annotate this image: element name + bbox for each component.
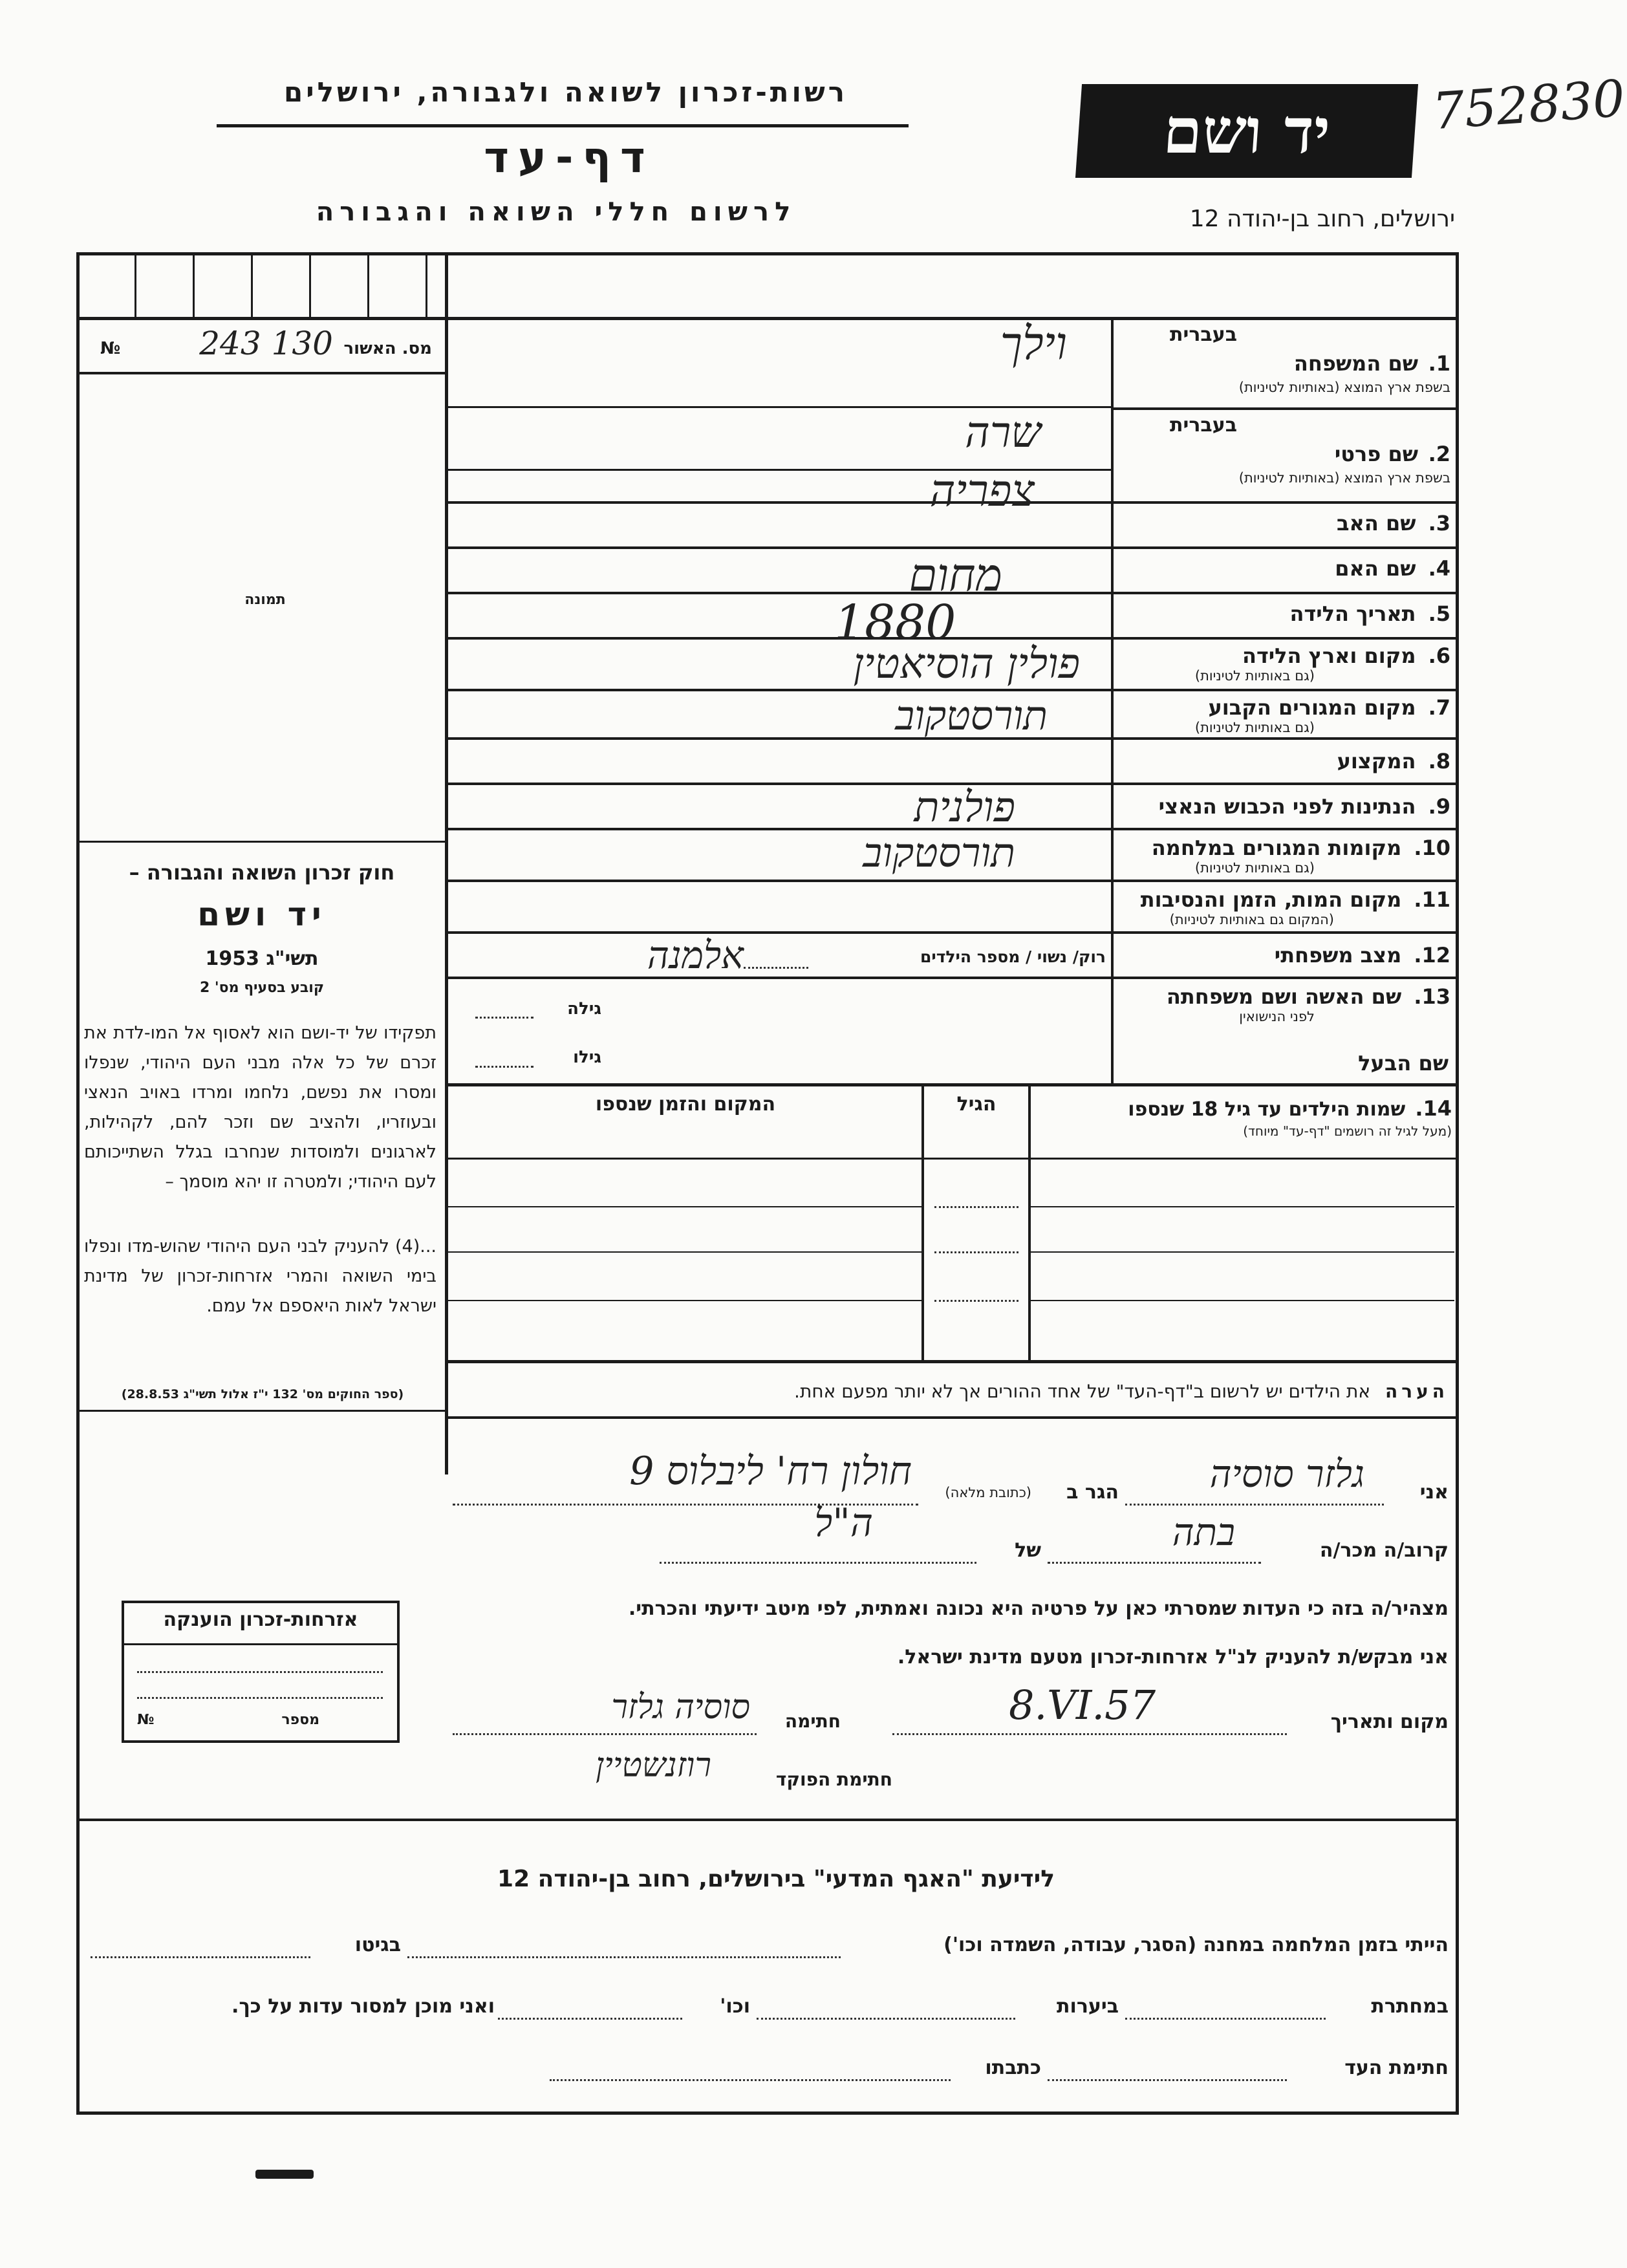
- field-father: [1117, 511, 1450, 535]
- note: [453, 1381, 1449, 1402]
- place-date-value: 8.VI.57: [1009, 1681, 1156, 1729]
- field-label: שם האב: [1337, 511, 1416, 535]
- of-dotted: [660, 1562, 976, 1564]
- address-value: חולון רח' ליבלוס 9: [629, 1449, 912, 1494]
- footer-underground-dotted: [1125, 2018, 1326, 2020]
- authority-title: רשות-זכרון לשואה ולגבורה, ירושלים: [283, 76, 848, 108]
- field-marital-status: [1117, 943, 1450, 967]
- field-number: 4.: [1428, 556, 1450, 581]
- field-sub: (המקום גם באותיות לטיניות): [1169, 912, 1334, 927]
- children-row-line: [1031, 1251, 1454, 1253]
- number-prefix: №: [137, 1712, 155, 1728]
- law-text-1: תפקידו של יד-ושם הוא לאסוף אל המו-לדת את זכרם של כל אלה מבני העם היהודי, שנפלו ומסרו את נפשם, נלחמו ומרדו באויב הנאצי ובעוזריו, ולהציב שם וזכר להם, לקהילות, לארגונים ולמוסדות שנחרבו בגלל השתייכותם לעם היהודי; ולמטרה זו יהא מוסמך –: [84, 1023, 436, 1192]
- children-age-header: הגיל: [956, 1093, 997, 1116]
- field-label: מקומות המגורים במלחמה: [1151, 836, 1402, 860]
- war-residence-value: תורסטקוב: [863, 829, 1015, 876]
- relative-label: קרוב/ה מכר/ה: [1319, 1539, 1449, 1562]
- note-label: הערה: [1385, 1381, 1449, 1402]
- handwritten-reference: 752830: [1430, 69, 1627, 142]
- field-birth-date: [1117, 601, 1450, 626]
- field-number: 1.: [1428, 351, 1450, 376]
- footer-witness-sign-dotted: [1048, 2079, 1287, 2081]
- row-line: [1111, 407, 1459, 410]
- first-name-value: שרה: [965, 407, 1041, 457]
- strip-divider: [309, 252, 311, 317]
- footer-forest-dotted: [757, 2018, 1015, 2020]
- approval-label: מס. האשור: [343, 339, 432, 358]
- children-table-bottom: [446, 1360, 1459, 1363]
- name-dotted: [1125, 1504, 1384, 1506]
- birth-place-value: פולין הוסיאטין: [853, 640, 1080, 688]
- address: ירושלים, רחוב בן-יהודה 12: [1189, 206, 1455, 232]
- field-sub: בשפת ארץ המוצא (באותיות לטיניות): [1238, 470, 1450, 486]
- children-col-border: [1028, 1083, 1031, 1361]
- footer-line2-a: במחתרת: [1371, 1995, 1449, 2018]
- of-label: של: [1015, 1539, 1041, 1562]
- footer-address-dotted: [550, 2079, 951, 2081]
- field-sub: (מעל לגיל זה רושמים "דף-עד" מיוחד): [1243, 1123, 1452, 1139]
- field-number: 3.: [1428, 511, 1450, 535]
- logo-text: יד ושם: [1161, 94, 1333, 167]
- field-sub: בשפת ארץ המוצא (באותיות לטיניות): [1238, 380, 1450, 395]
- citizenship-title: אזרחות-זכרון הוענקה: [163, 1608, 358, 1631]
- field-number: 8.: [1428, 749, 1450, 773]
- frame-bottom: [76, 2111, 1459, 2115]
- declaration-bottom: [79, 1819, 1459, 1821]
- field-label: המקצוע: [1337, 749, 1416, 773]
- field-number: 10.: [1414, 836, 1450, 860]
- place-date-dotted: [892, 1733, 1287, 1735]
- frame-top: [76, 252, 1459, 255]
- field-label: מצב משפחתי: [1274, 943, 1402, 967]
- field-nationality: [1117, 794, 1450, 819]
- no-label: №: [100, 339, 121, 358]
- signature-label: חתימה: [784, 1711, 841, 1732]
- footer-line2-c: וכו': [720, 1995, 750, 2018]
- surname-value: וילך: [1000, 317, 1067, 370]
- frame-left: [76, 252, 80, 2115]
- field-label: תאריך הלידה: [1289, 601, 1416, 626]
- row-line: [446, 689, 1459, 691]
- father-value: צפריה: [929, 466, 1035, 517]
- resident-label: הגר ב: [1066, 1481, 1119, 1504]
- field-label: שמות הילדים עד גיל 18 שנספו: [1128, 1098, 1406, 1121]
- field-number: 14.: [1415, 1096, 1452, 1121]
- strip-divider: [367, 252, 369, 317]
- field-label: שם פרטי: [1334, 442, 1418, 466]
- age-her-label: גילה: [567, 999, 601, 1019]
- children-row-line: [1031, 1206, 1454, 1207]
- field-label: שם המשפחה: [1293, 351, 1418, 376]
- row-line: [446, 1083, 1459, 1086]
- law-clause: קובע בסעיף מס' 2: [199, 980, 325, 996]
- hebrew-tag: בעברית: [1170, 414, 1237, 437]
- row-line: [446, 880, 1459, 882]
- footer-line2-d: ואני מוכן למסור עדות על כך.: [232, 1995, 495, 2018]
- children-header-line: [446, 1158, 1459, 1160]
- field-first-name: [1117, 411, 1450, 501]
- relation-dotted: [1048, 1562, 1261, 1564]
- citizenship-box: [122, 1601, 400, 1743]
- children-col-border: [921, 1083, 924, 1361]
- field-residence: [1117, 695, 1450, 735]
- frame-right: [1456, 252, 1459, 2115]
- citizenship-dotted-line: [137, 1671, 383, 1673]
- age-her-dotted: [475, 1017, 533, 1019]
- approval-line: [79, 372, 446, 374]
- marital-value: אלמנה: [647, 933, 744, 977]
- field-label: מקום המות, הזמן והנסיבות: [1140, 887, 1402, 912]
- strip-divider: [193, 252, 195, 317]
- declarant-name: גלזר סוסיה: [1209, 1452, 1364, 1496]
- law-reference: (ספר החוקים מס' 132 י"ז אלול תשי"ג 28.8.53): [121, 1387, 404, 1401]
- footer-heading: לידיעת "האגף המדעי" בירושלים, רחוב בן-יהודה 12: [497, 1866, 1055, 1892]
- law-title: חוק זכרון השואה והגבורה –: [129, 860, 395, 885]
- note-bottom: [446, 1416, 1459, 1419]
- officer-label: חתימת הפוקד: [775, 1769, 892, 1790]
- field-label: שם האשה ושם משפחתה: [1166, 984, 1402, 1009]
- field-occupation: [1117, 749, 1450, 773]
- field-number: 7.: [1428, 695, 1450, 720]
- children-age-dotted: [934, 1300, 1018, 1302]
- citizenship-title-line: [124, 1643, 397, 1645]
- field-number: 13.: [1414, 984, 1450, 1009]
- field-label: הנתינות לפני הכבוש הנאצי: [1158, 794, 1416, 819]
- field-number: 5.: [1428, 601, 1450, 626]
- field-mother: [1117, 556, 1450, 581]
- officer-value: רוזנשטיין: [595, 1746, 711, 1785]
- note-text: את הילדים יש לרשום ב"דף-העד" של אחד ההורים אך לא יותר מפעם אחת.: [794, 1381, 1371, 1402]
- of-value: ה"ל: [814, 1500, 873, 1546]
- strip-divider: [135, 252, 136, 317]
- footer-ghetto-dotted: [91, 1956, 310, 1958]
- husband-label: שם הבעל: [1358, 1051, 1449, 1075]
- address-hint: (כתובת מלאה): [945, 1485, 1031, 1500]
- law-text-2: ...(4) להעניק לבני העם היהודי שהוש-מדו ונפלו בימי השואה והמרי אזרחות-זכרון של מדינת ישראל לאות היאספם אל עמם.: [84, 1237, 436, 1316]
- marital-options: רוק/ נשוי / מספר הילדים: [920, 947, 1106, 966]
- footer-etc-dotted: [498, 2018, 682, 2020]
- field-sub: (גם באותיות לטיניות): [1194, 668, 1315, 684]
- field-number: 2.: [1428, 442, 1450, 466]
- approval-number: [87, 325, 440, 369]
- field-war-residence: [1117, 836, 1450, 876]
- field-birth-place: [1117, 643, 1450, 684]
- left-column-border: [445, 252, 448, 1474]
- footer-line1-b: בגיטו: [354, 1934, 401, 1956]
- field-label: מקום המגורים הקבוע: [1208, 695, 1416, 720]
- law-year: תשי"ג 1953: [205, 947, 319, 970]
- form-subtitle: לרשום חללי השואה והגבורה: [316, 197, 797, 227]
- law-name: יד ושם: [197, 896, 327, 933]
- nationality-value: פולנית: [914, 784, 1015, 832]
- scan-mark: [255, 2170, 314, 2179]
- children-age-dotted: [934, 1206, 1018, 1208]
- age-his-dotted: [475, 1066, 533, 1068]
- field-number: 6.: [1428, 643, 1450, 668]
- field-label: מקום וארץ הלידה: [1242, 643, 1416, 668]
- citizenship-dotted-line: [137, 1697, 383, 1699]
- children-dotted: [744, 967, 808, 969]
- children-place-header: המקום והזמן שנספו: [595, 1093, 776, 1116]
- children-age-dotted: [934, 1251, 1018, 1253]
- residence-value: תורסטקוב: [895, 692, 1048, 739]
- authority-underline: [217, 124, 909, 127]
- field-sub: (גם באותיות לטיניות): [1194, 720, 1315, 735]
- field-children: [1035, 1096, 1452, 1139]
- children-row-line: [446, 1300, 921, 1301]
- mother-value: מחום: [909, 548, 1002, 601]
- field-death-place: [1117, 887, 1450, 927]
- ani-label: אני: [1419, 1481, 1449, 1504]
- number-label: מספר: [281, 1712, 319, 1728]
- statement: מצהיר/ה בזה כי העדות שמסרתי כאן על פרטיה היא נכונה ואמתית, לפי מיטב ידיעתי והכרתי.: [628, 1597, 1449, 1620]
- footer-line3-b: כתבתו: [985, 2057, 1041, 2079]
- request: אני מבקש/ת להעניק לנ"ל אזרחות-זכרון מטעם מדינת ישראל.: [897, 1646, 1449, 1669]
- relation-value: בתה: [1172, 1510, 1235, 1554]
- form-title: דף-עד: [484, 133, 654, 182]
- footer-line1-a: הייתי בזמן המלחמה במחנה (הסגר, עבודה, השמדה וכו'): [943, 1934, 1449, 1956]
- approval-value: 243 130: [199, 325, 333, 362]
- strip-divider: [426, 252, 427, 317]
- field-sub: לפני הנישואין: [1239, 1009, 1315, 1024]
- footer-line2-b: ביערות: [1057, 1995, 1119, 2018]
- footer-camp-dotted: [407, 1956, 841, 1958]
- children-row-line: [1031, 1300, 1454, 1301]
- field-sub: (גם באותיות לטיניות): [1194, 860, 1315, 876]
- place-date-label: מקום ותאריך: [1330, 1711, 1449, 1733]
- strip-divider: [251, 252, 253, 317]
- photo-area-bottom: [79, 841, 446, 843]
- footer-line3-a: חתימת העד: [1344, 2057, 1449, 2079]
- hebrew-tag: בעברית: [1170, 323, 1237, 346]
- yad-vashem-logo: [1075, 84, 1418, 178]
- field-number: 9.: [1428, 794, 1450, 819]
- field-surname: [1117, 320, 1450, 407]
- birth-date-value: 1880: [834, 595, 956, 651]
- children-row-line: [446, 1251, 921, 1253]
- law-box-bottom: [79, 1410, 446, 1412]
- signature-value: סוסיה גלזר: [611, 1688, 750, 1727]
- field-wife-name: [1117, 984, 1450, 1024]
- children-row-line: [446, 1206, 921, 1207]
- photo-label: תמונה: [244, 592, 286, 608]
- signature-dotted: [453, 1733, 757, 1735]
- field-label: שם האם: [1335, 556, 1416, 581]
- field-number: 11.: [1414, 887, 1450, 912]
- label-column-border: [1111, 317, 1114, 1083]
- field-number: 12.: [1414, 943, 1450, 967]
- age-his-label: גילו: [573, 1048, 601, 1067]
